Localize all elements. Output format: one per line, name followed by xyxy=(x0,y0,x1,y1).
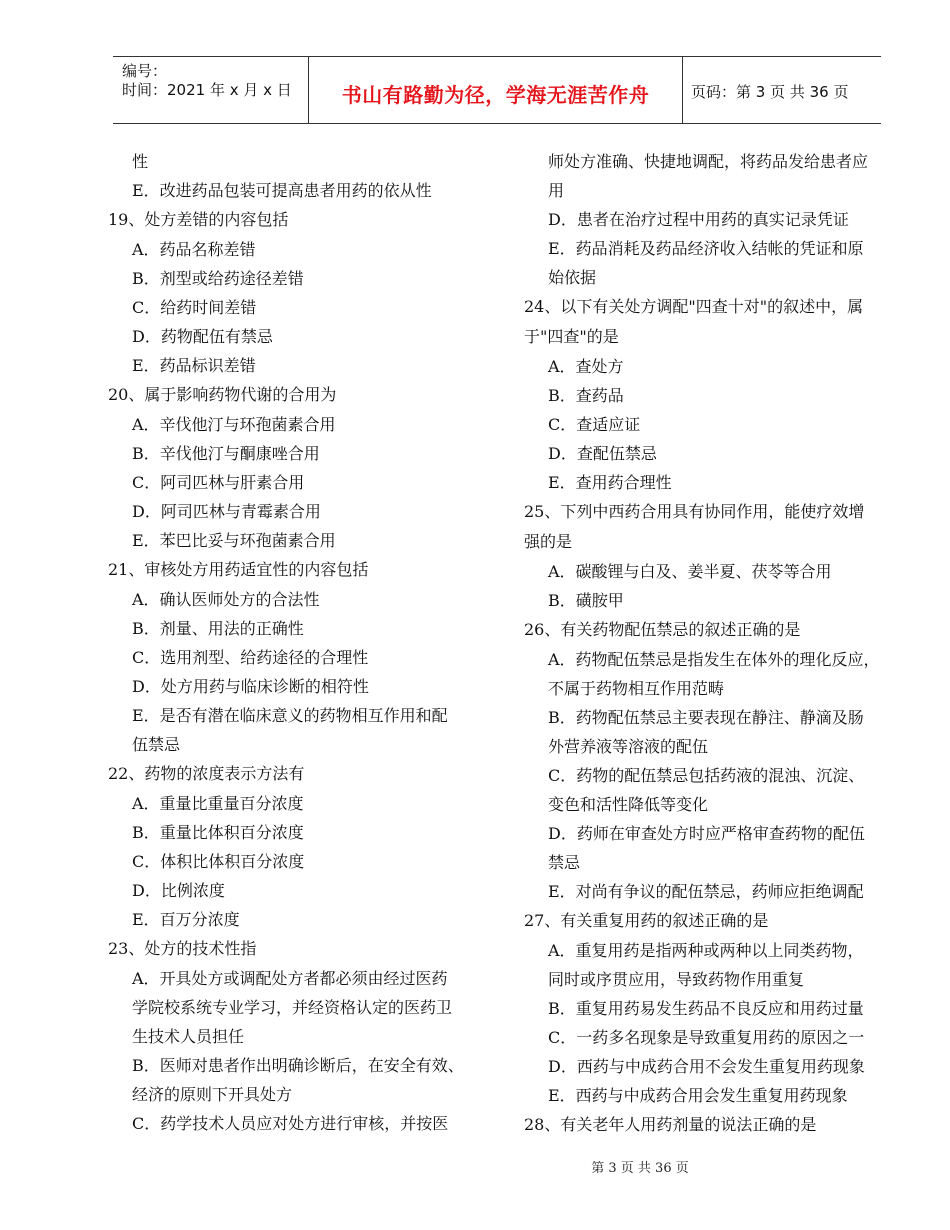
question-stem: 23、处方的技术性指 xyxy=(108,939,257,958)
answer-option: B．药物配伍禁忌主要表现在静注、静滴及肠 xyxy=(548,708,864,727)
answer-option: E．西药与中成药合用会发生重复用药现象 xyxy=(548,1086,848,1105)
left-column xyxy=(108,147,488,1138)
text-continuation: 不属于药物相互作用范畴 xyxy=(548,679,725,698)
header-info-cell xyxy=(113,57,309,123)
document-header xyxy=(113,56,881,124)
text-continuation: 师处方准确、快捷地调配，将药品发给患者应 xyxy=(548,152,869,171)
answer-option: D．比例浓度 xyxy=(132,881,225,900)
header-page-code: 页码：第 3 页 共 36 页 xyxy=(691,83,849,101)
question-stem-continuation: 强的是 xyxy=(524,532,573,551)
answer-option: D．患者在治疗过程中用药的真实记录凭证 xyxy=(548,210,849,229)
answer-option: B．磺胺甲 xyxy=(548,591,624,610)
answer-option: E．药品消耗及药品经济收入结帐的凭证和原 xyxy=(548,239,864,258)
text-continuation: 伍禁忌 xyxy=(132,735,181,754)
answer-option: A．药物配伍禁忌是指发生在体外的理化反应， xyxy=(548,650,880,669)
answer-option: D．药师在审查处方时应严格审查药物的配伍 xyxy=(548,824,865,843)
header-motto-cell xyxy=(309,57,683,123)
answer-option: C．一药多名现象是导致重复用药的原因之一 xyxy=(548,1028,865,1047)
text-continuation: 学院校系统专业学习，并经资格认定的医药卫 xyxy=(132,998,453,1017)
question-stem-continuation: 于"四查"的是 xyxy=(524,327,619,346)
text-continuation: 生技术人员担任 xyxy=(132,1027,245,1046)
question-stem: 27、有关重复用药的叙述正确的是 xyxy=(524,911,769,930)
answer-option: C．查适应证 xyxy=(548,415,641,434)
document-date: 时间：2021 年 x 月 x 日 xyxy=(122,81,292,99)
header-page-cell xyxy=(683,57,881,123)
answer-option: E．是否有潜在临床意义的药物相互作用和配 xyxy=(132,706,448,725)
answer-option: A．重量比重量百分浓度 xyxy=(132,794,304,813)
answer-option: C．药物的配伍禁忌包括药液的混浊、沉淀、 xyxy=(548,766,865,785)
answer-option: B．医师对患者作出明确诊断后，在安全有效、 xyxy=(132,1056,464,1075)
right-column xyxy=(524,147,894,1140)
answer-option: C．体积比体积百分浓度 xyxy=(132,852,305,871)
page-footer: 第 3 页 共 36 页 xyxy=(591,1161,689,1176)
answer-option: A．查处方 xyxy=(548,357,624,376)
question-stem: 25、下列中西药合用具有协同作用，能使疗效增 xyxy=(524,502,865,521)
answer-option: A．辛伐他汀与环孢菌素合用 xyxy=(132,415,336,434)
answer-option: B．重复用药易发生药品不良反应和用药过量 xyxy=(548,999,864,1018)
answer-option: D．查配伍禁忌 xyxy=(548,444,657,463)
answer-option: B．重量比体积百分浓度 xyxy=(132,823,304,842)
text-continuation: 禁忌 xyxy=(548,853,581,872)
answer-option: C．药学技术人员应对处方进行审核，并按医 xyxy=(132,1114,449,1133)
question-stem: 28、有关老年人用药剂量的说法正确的是 xyxy=(524,1115,817,1134)
answer-option: E．药品标识差错 xyxy=(132,356,256,375)
question-stem: 22、药物的浓度表示方法有 xyxy=(108,764,305,783)
answer-option: E．百万分浓度 xyxy=(132,910,240,929)
answer-option: C．选用剂型、给药途径的合理性 xyxy=(132,648,369,667)
answer-option: B．辛伐他汀与酮康唑合用 xyxy=(132,444,320,463)
answer-option: D．阿司匹林与青霉素合用 xyxy=(132,502,321,521)
answer-option: B．剂量、用法的正确性 xyxy=(132,619,304,638)
text-continuation: 用 xyxy=(548,181,565,200)
answer-option: A．碳酸锂与白及、姜半夏、茯苓等合用 xyxy=(548,562,832,581)
question-stem: 21、审核处方用药适宜性的内容包括 xyxy=(108,560,369,579)
document-number-label: 编号： xyxy=(122,62,168,80)
answer-option: D．处方用药与临床诊断的相符性 xyxy=(132,677,369,696)
text-continuation: 同时或序贯应用，导致药物作用重复 xyxy=(548,970,805,989)
answer-option: D．西药与中成药合用不会发生重复用药现象 xyxy=(548,1057,865,1076)
answer-option: C．阿司匹林与肝素合用 xyxy=(132,473,305,492)
header-motto: 书山有路勤为径，学海无涯苦作舟 xyxy=(341,83,650,107)
answer-option: E．查用药合理性 xyxy=(548,473,672,492)
answer-option: E．对尚有争议的配伍禁忌，药师应拒绝调配 xyxy=(548,882,864,901)
question-stem: 19、处方差错的内容包括 xyxy=(108,210,289,229)
answer-option: A．开具处方或调配处方者都必须由经过医药 xyxy=(132,969,448,988)
answer-option: D．药物配伍有禁忌 xyxy=(132,327,273,346)
text-continuation: 性 xyxy=(132,152,149,171)
text-continuation: 始依据 xyxy=(548,268,597,287)
question-stem: 26、有关药物配伍禁忌的叙述正确的是 xyxy=(524,620,801,639)
answer-option: A．重复用药是指两种或两种以上同类药物， xyxy=(548,941,864,960)
answer-option: E．改进药品包装可提高患者用药的依从性 xyxy=(132,181,432,200)
answer-option: A．药品名称差错 xyxy=(132,240,256,259)
answer-option: B．查药品 xyxy=(548,386,624,405)
answer-option: C．给药时间差错 xyxy=(132,298,257,317)
text-continuation: 变色和活性降低等变化 xyxy=(548,795,709,814)
text-continuation: 经济的原则下开具处方 xyxy=(132,1085,293,1104)
text-continuation: 外营养液等溶液的配伍 xyxy=(548,737,709,756)
answer-option: B．剂型或给药途径差错 xyxy=(132,269,304,288)
question-stem: 24、以下有关处方调配"四查十对"的叙述中，属 xyxy=(524,297,864,316)
question-stem: 20、属于影响药物代谢的合用为 xyxy=(108,385,337,404)
answer-option: A．确认医师处方的合法性 xyxy=(132,590,320,609)
answer-option: E．苯巴比妥与环孢菌素合用 xyxy=(132,531,336,550)
